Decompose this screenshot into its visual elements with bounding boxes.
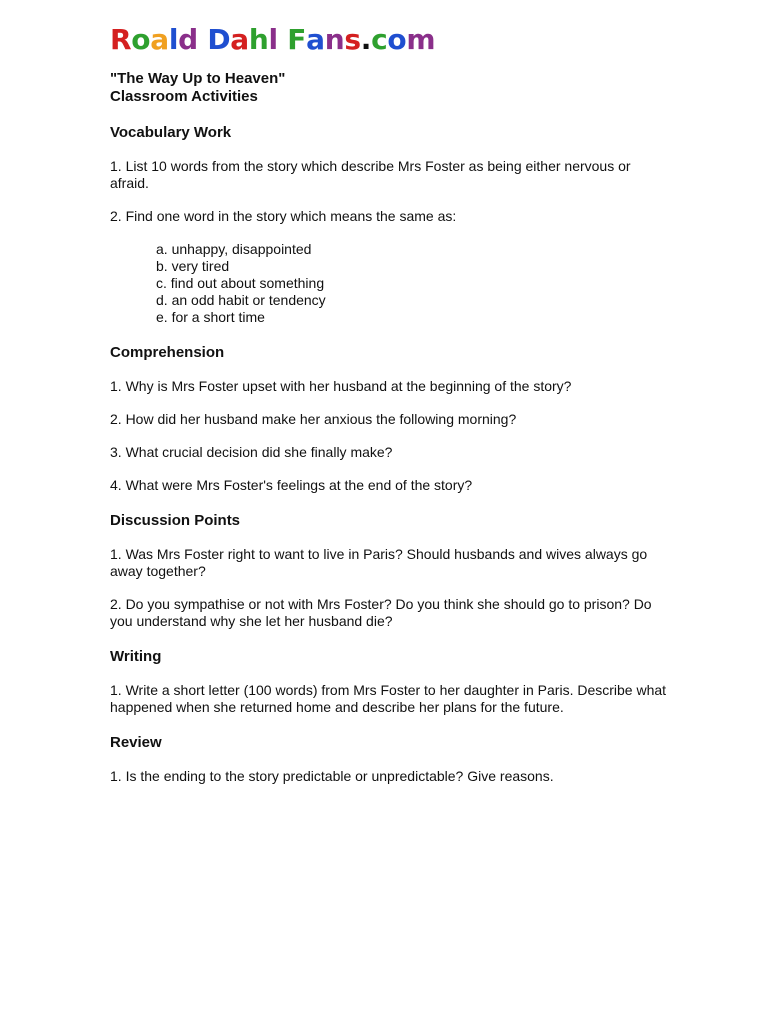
worksheet-page (110, 22, 670, 785)
logo-letter (278, 22, 287, 58)
logo-letter: m (406, 23, 436, 56)
logo-letter: D (207, 23, 231, 56)
logo-letter: s (344, 23, 361, 56)
vocabulary-question-2: 2. Find one word in the story which means the same as: (110, 208, 457, 224)
section-heading-discussion: Discussion Points (110, 512, 241, 529)
story-title: "The Way Up to Heaven" (110, 70, 286, 87)
list-item: b. very tired (156, 258, 230, 274)
logo-letter: c (371, 23, 388, 56)
logo-letter: h (248, 23, 269, 56)
logo-letter: a (230, 23, 249, 56)
logo-letter: R (110, 23, 132, 56)
section-heading-vocabulary: Vocabulary Work (110, 124, 232, 141)
logo-letter: l (168, 23, 179, 56)
site-logo (110, 22, 670, 58)
comprehension-question-2: 2. How did her husband make her anxious the following morning? (110, 411, 517, 427)
logo-letter: n (324, 23, 345, 56)
list-item: e. for a short time (156, 309, 265, 325)
logo-letter: a (150, 23, 169, 56)
logo-letter: l (268, 23, 278, 56)
list-item: c. find out about something (156, 275, 325, 291)
discussion-question-2: 2. Do you sympathise or not with Mrs Foster? Do you think she should go to prison? Do you understand why she let her husband die? (110, 596, 652, 629)
logo-letter: F (287, 23, 307, 56)
vocabulary-options-list (156, 241, 670, 326)
logo-letter: a (306, 23, 325, 56)
list-item: a. unhappy, disappointed (156, 241, 312, 257)
list-item: d. an odd habit or tendency (156, 292, 326, 308)
section-heading-comprehension: Comprehension (110, 344, 225, 361)
discussion-question-1: 1. Was Mrs Foster right to want to live in Paris? Should husbands and wives always go away together? (110, 546, 648, 579)
comprehension-question-4: 4. What were Mrs Foster's feelings at the end of the story? (110, 477, 473, 493)
logo-letter: d (178, 23, 198, 56)
logo-letter: o (387, 23, 407, 56)
logo-letter (198, 22, 207, 58)
worksheet-title: Classroom Activities (110, 88, 258, 105)
logo-letter: . (360, 23, 372, 56)
section-heading-writing: Writing (110, 648, 162, 665)
vocabulary-question-1: 1. List 10 words from the story which describe Mrs Foster as being either nervous or afraid. (110, 158, 631, 191)
section-heading-review: Review (110, 734, 162, 751)
review-question-1: 1. Is the ending to the story predictable or unpredictable? Give reasons. (110, 768, 554, 784)
comprehension-question-1: 1. Why is Mrs Foster upset with her husband at the beginning of the story? (110, 378, 572, 394)
writing-question-1: 1. Write a short letter (100 words) from Mrs Foster to her daughter in Paris. Describe what happened when she returned home and describe her plans for the future. (110, 682, 667, 715)
logo-letter: o (131, 23, 151, 56)
comprehension-question-3: 3. What crucial decision did she finally make? (110, 444, 393, 460)
